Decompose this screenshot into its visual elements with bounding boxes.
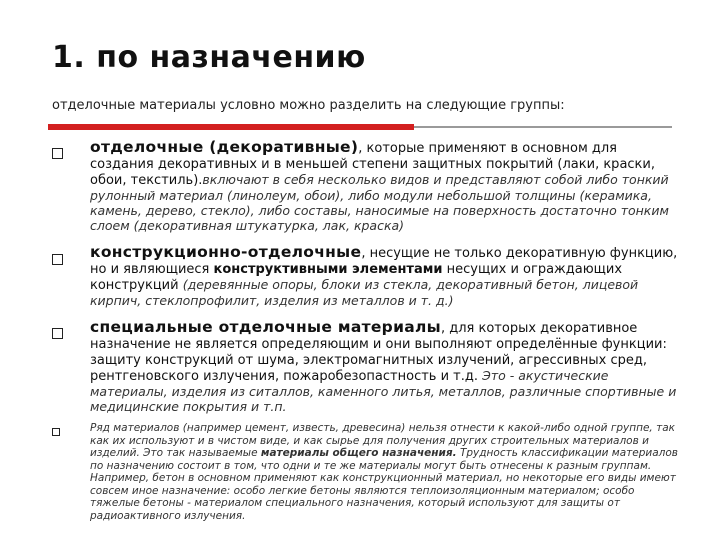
item-text: , которые применяют в основном для создания декоративных и в меньшей степени защитных покрытий (лаки, краски, обои, текстиль). <box>90 141 655 188</box>
bullet-icon <box>52 328 63 339</box>
divider-rule <box>414 126 672 128</box>
accent-rule <box>48 124 414 130</box>
page-title: 1. по назначению <box>52 40 366 75</box>
item-lead: конструкционно-отделочные <box>90 243 362 261</box>
item-italic: (деревянные опоры, блоки из стекла, декоративный бетон, лицевой кирпич, стеклопрофилит, изделия из металлов и т. д.) <box>90 277 639 308</box>
item-text: несущих и ограждающих конструкций <box>90 262 623 293</box>
bullet-icon <box>52 254 63 265</box>
item-lead: отделочные (декоративные) <box>90 138 359 156</box>
item-italic: Трудность классификации материалов по назначению состоит в том, что одни и те же материалы могут быть отнесены к разным группам. Например, бетон в основном применяют как конструкционный материал, но некоторые его виды имеют совсем иное назначение: особо легкие бетоны являются теплоизоляционным материалом; особо тяжелые бетоны - материалом специального назначения, который используют для защиты от радиоактивного излучения. <box>90 447 678 522</box>
list-item-general <box>90 422 680 522</box>
bullet-icon <box>52 148 63 159</box>
item-italic: Это - акустические материалы, изделия из ситаллов, каменного литья, металлов, различные спортивные и медицинские покрытия и т.п. <box>90 368 677 414</box>
bullet-icon <box>52 428 60 436</box>
item-bold: конструктивными элементами <box>213 262 443 277</box>
item-lead: специальные отделочные материалы <box>90 318 441 336</box>
list-item-special <box>90 320 680 414</box>
item-italic: включают в себя несколько видов и представляют собой либо тонкий рулонный материал (линолеум, обои), либо модули небольшой толщины (керамика, камень, дерево, стекло), либо составы, наносимые на поверхность достаточно тонким слоем (декоративная штукатурка, лак, краска) <box>90 172 669 233</box>
item-text: , для которых декоративное назначение не является определяющим и они выполняют определённые функции: защиту конструкций от шума, электромагнитных излучений, агрессивных сред, рентгеновского излучения, пожаробезопастность и т.д. <box>90 321 667 384</box>
item-bold: материалы общего назначения. <box>260 447 457 459</box>
item-italic: Ряд материалов (например цемент, известь, древесина) нельзя отнести к какой-либо одной группе, так как их используют и в чистом виде, и как сырье для получения других строительных материалов и изделий. Это так называемые <box>90 422 675 459</box>
list-item-structural <box>90 245 680 308</box>
item-text: , несущие не только декоративную функцию, но и являющиеся <box>90 246 678 277</box>
list-item-decorative <box>90 140 680 233</box>
page-subtitle: отделочные материалы условно можно разделить на следующие группы: <box>52 98 565 113</box>
